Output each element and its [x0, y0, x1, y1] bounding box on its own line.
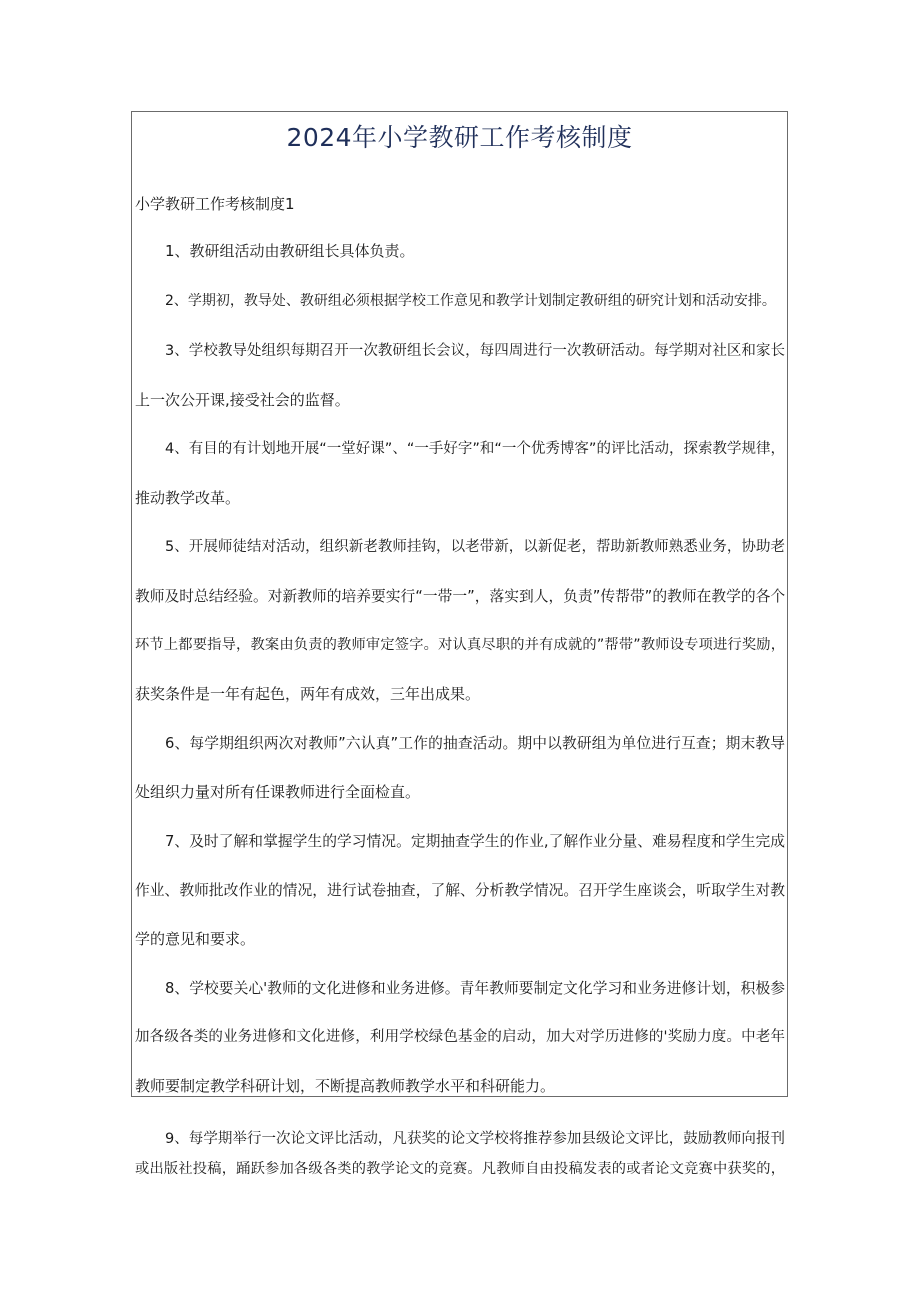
- paragraph-line: 7、及时了解和掌握学生的学习情况。定期抽查学生的作业,了解作业分量、难易程度和学生完成: [165, 833, 785, 850]
- paragraph-line: 6、每学期组织两次对教师”六认真”工作的抽查活动。期中以教研组为单位进行互查；期末教导: [165, 735, 785, 752]
- paragraph-item-3: [135, 341, 785, 411]
- paragraph-item-8: [135, 978, 785, 1097]
- paragraph-item-1: [135, 241, 785, 262]
- paragraph-item-2: [135, 291, 785, 312]
- paragraph-line: 3、学校教导处组织每期召开一次教研组长会议，每四周进行一次教研活动。每学期对社区和家长: [165, 343, 785, 359]
- section-subtitle: 小学教研工作考核制度1: [135, 195, 295, 213]
- paragraph-line: 教师要制定教学科研计划，不断提高教师教学水平和科研能力。: [135, 1077, 556, 1095]
- paragraph-item-7: [135, 831, 785, 950]
- paragraph-line: 获奖条件是一年有起色，两年有成效，三年出成果。: [135, 685, 481, 703]
- paragraph-line: 加各级各类的业务进修和文化进修，利用学校绿色基金的启动，加大对学历进修的'奖励力度。中老年: [135, 1029, 785, 1045]
- paragraph-line: 8、学校要关心'教师的文化进修和业务进修。青年教师要制定文化学习和业务进修计划，积极参: [165, 980, 785, 997]
- paragraph-line: 上一次公开课,接受社会的监督。: [135, 391, 350, 409]
- paragraph-line: 推动教学改革。: [135, 489, 241, 507]
- paragraph-item-9: [135, 1129, 785, 1180]
- paragraph-line: 作业、教师批改作业的情况，进行试卷抽查，了解、分析教学情况。召开学生座谈会，听取学生对教: [135, 882, 785, 899]
- paragraph-line: 环节上都要指导，教案由负责的教师审定签字。对认真尽职的并有成就的”帮带”教师设专项进行奖励，: [135, 637, 785, 653]
- paragraph-line: 处组织力量对所有任课教师进行全面检直。: [135, 783, 421, 801]
- paragraph-line: 5、开展师徒结对活动，组织新老教师挂钩，以老带新，以新促老，帮助新教师熟悉业务，协助老: [165, 539, 785, 555]
- paragraph-line: 教师及时总结经验。对新教师的培养要实行“一带一”，落实到人，负责”传帮带”的教师在教学的各个: [135, 588, 786, 605]
- paragraph-line: 1、教研组活动由教研组长具体负责。: [165, 242, 415, 260]
- paragraph-item-4: [135, 439, 785, 509]
- paragraph-line: 学的意见和要求。: [135, 930, 256, 948]
- paragraph-line: 9、每学期举行一次论文评比活动，凡获奖的论文学校将推荐参加县级论文评比，鼓励教师向报刊: [165, 1131, 785, 1147]
- paragraph-line: 2、学期初，教导处、教研组必须根据学校工作意见和教学计划制定教研组的研究计划和活动安排。: [165, 293, 776, 309]
- document-title: 2024年小学教研工作考核制度: [286, 123, 633, 152]
- paragraph-item-6: [135, 733, 785, 803]
- paragraph-line: 4、有目的有计划地开展“一堂好课”、“一手好字”和“一个优秀博客”的评比活动，探索教学规律，: [165, 441, 785, 457]
- paragraph-line: 或出版社投稿，踊跃参加各级各类的教学论文的竞赛。凡教师自由投稿发表的或者论文竞赛中获奖的，: [135, 1161, 785, 1177]
- paragraph-item-5: [135, 537, 785, 705]
